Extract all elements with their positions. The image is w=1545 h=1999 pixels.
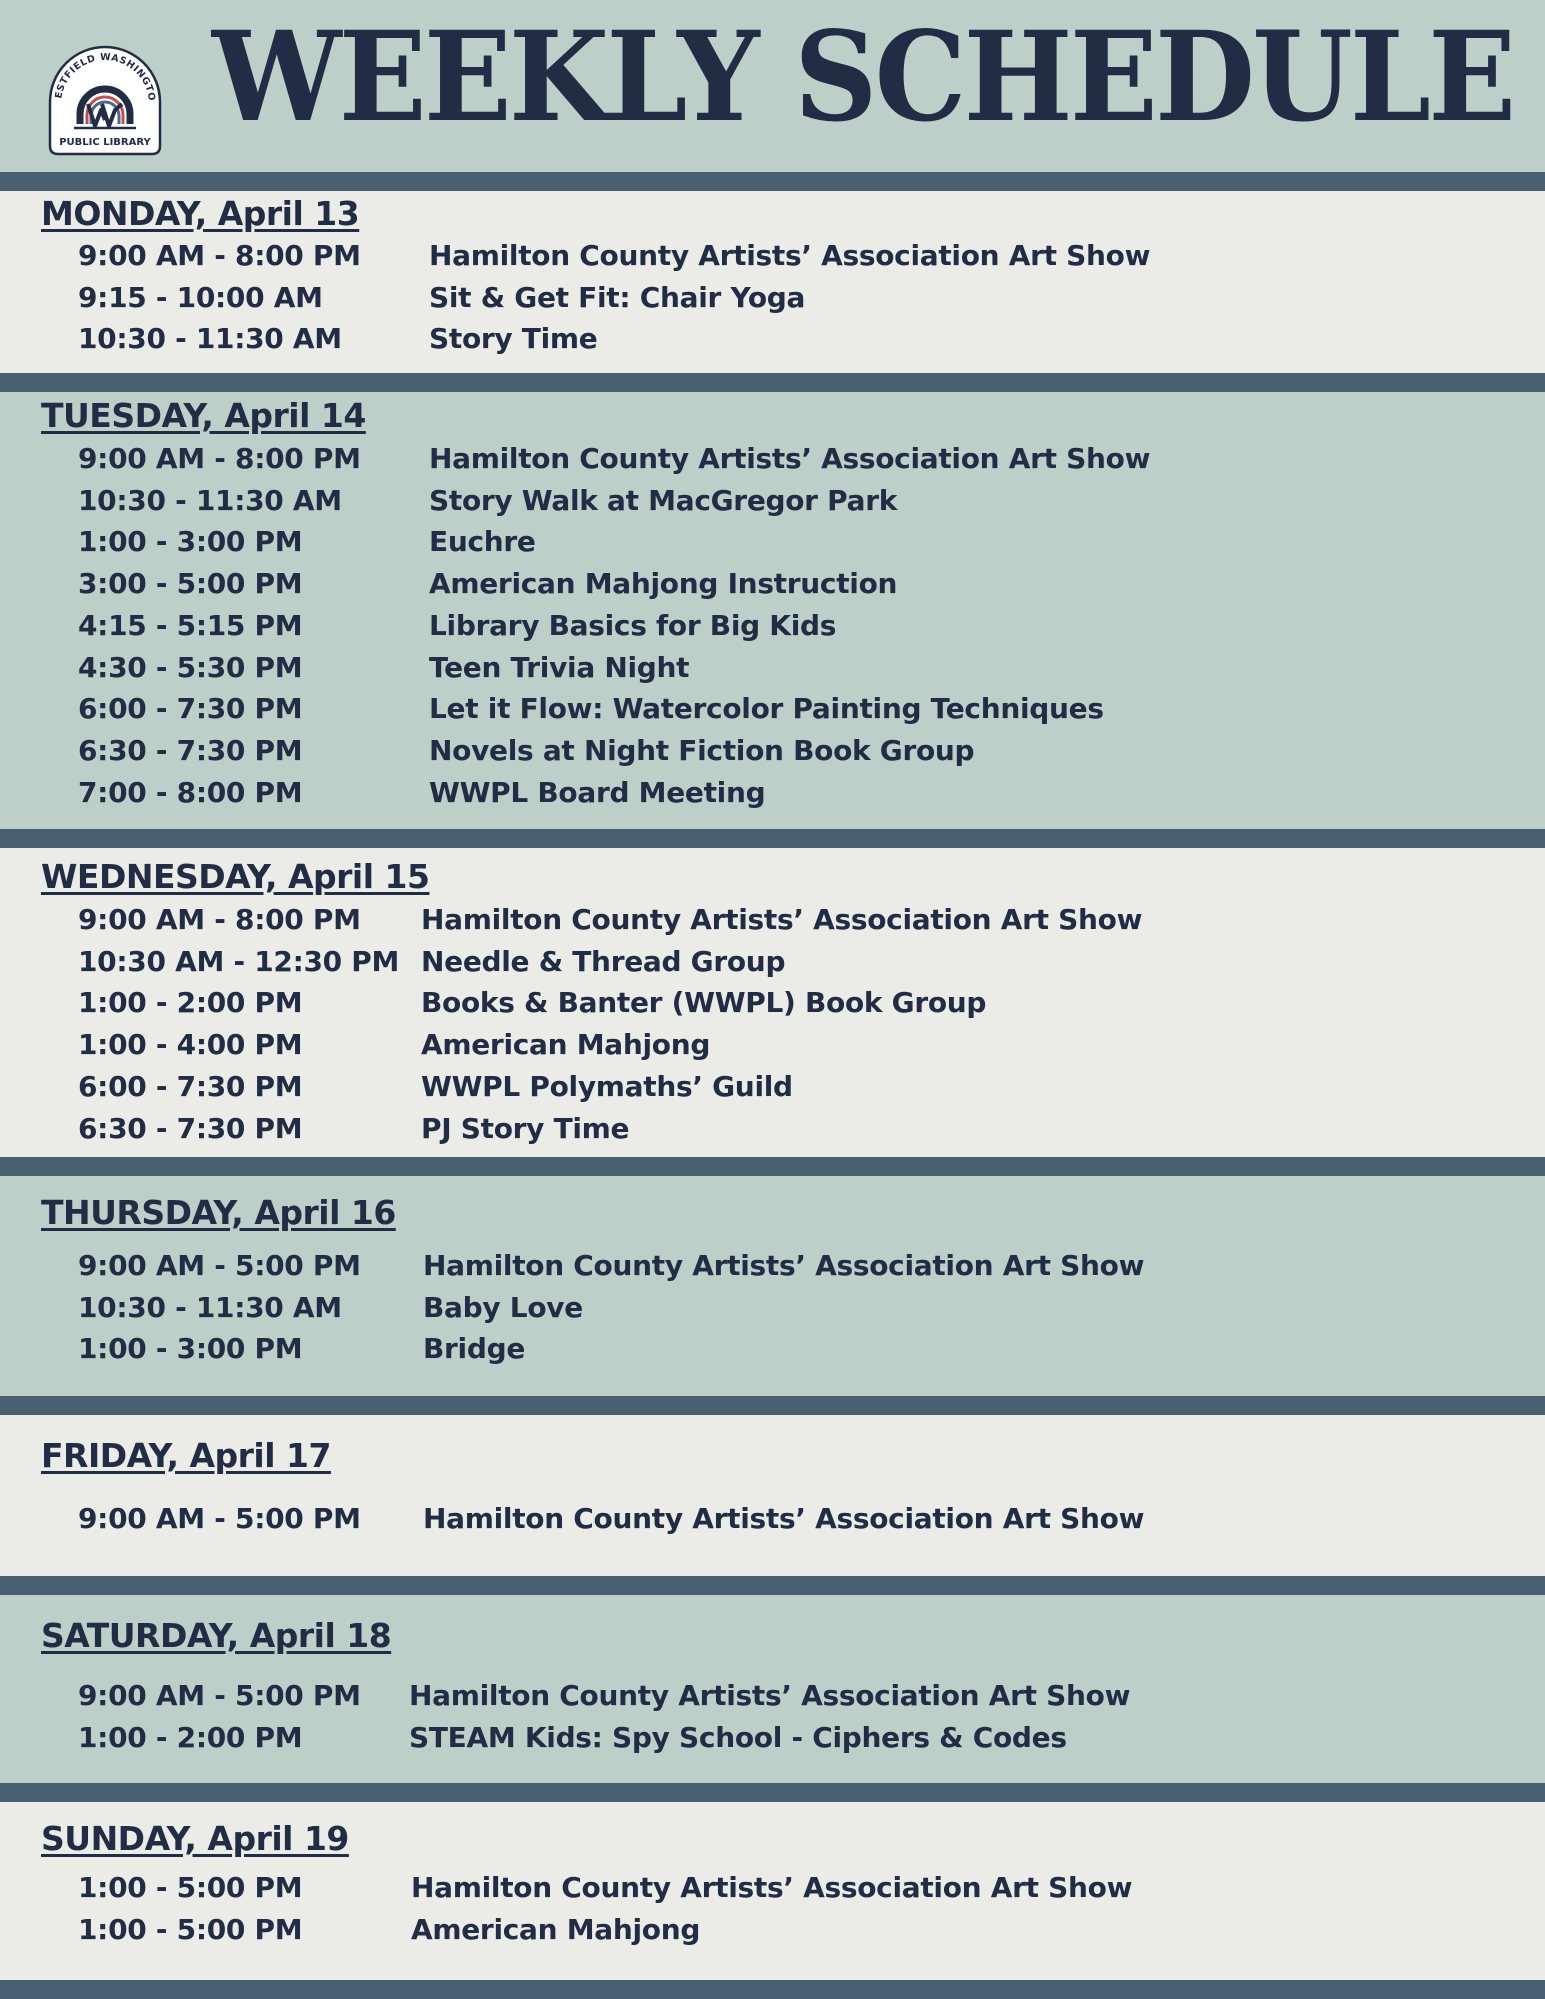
event-time: 9:00 AM - 5:00 PM	[78, 1249, 361, 1282]
day-section-monday	[0, 191, 1545, 373]
event-time: 9:15 - 10:00 AM	[78, 280, 323, 314]
event-name: Euchre	[429, 525, 536, 559]
event-name: Hamilton County Artists’ Association Art Show	[411, 1871, 1133, 1904]
event-name: Needle & Thread Group	[421, 944, 786, 978]
event-name: Library Basics for Big Kids	[429, 608, 837, 642]
event-name: STEAM Kids: Spy School - Ciphers & Codes	[409, 1720, 1067, 1754]
day-heading: FRIDAY, April 17	[41, 1436, 331, 1475]
page-title: WEEKLY SCHEDULE	[212, 5, 1514, 150]
event-time: 6:30 - 7:30 PM	[78, 1111, 303, 1145]
event-time: 3:00 - 5:00 PM	[78, 567, 303, 601]
event-time: 9:00 AM - 5:00 PM	[78, 1679, 361, 1712]
event-time: 9:00 AM - 8:00 PM	[78, 442, 361, 475]
event-name: Hamilton County Artists’ Association Art Show	[423, 1249, 1145, 1282]
section-divider	[0, 1157, 1545, 1176]
day-section-sunday	[0, 1802, 1545, 1980]
event-time: 1:00 - 5:00 PM	[78, 1871, 303, 1904]
day-heading: WEDNESDAY, April 15	[41, 857, 430, 896]
event-name: American Mahjong	[421, 1028, 711, 1062]
event-time: 1:00 - 4:00 PM	[78, 1028, 303, 1062]
logo-bottom-text: PUBLIC LIBRARY	[59, 137, 151, 148]
event-name: WWPL Polymaths’ Guild	[421, 1069, 793, 1103]
event-time: 7:00 - 8:00 PM	[78, 775, 303, 809]
day-section-wednesday	[0, 848, 1545, 1157]
event-time: 1:00 - 2:00 PM	[78, 986, 303, 1020]
library-logo	[44, 42, 166, 156]
event-time: 1:00 - 3:00 PM	[78, 1332, 303, 1366]
event-name: Hamilton County Artists’ Association Art Show	[423, 1502, 1145, 1535]
section-divider	[0, 1980, 1545, 1999]
day-section-friday	[0, 1415, 1545, 1576]
event-time: 1:00 - 5:00 PM	[78, 1912, 303, 1946]
section-divider	[0, 829, 1545, 848]
event-time: 10:30 AM - 12:30 PM	[78, 944, 400, 978]
logo-arc-text: ESTFIELD WASHINGTO	[53, 51, 158, 102]
event-time: 6:00 - 7:30 PM	[78, 1069, 303, 1103]
day-heading: TUESDAY, April 14	[41, 396, 366, 435]
day-heading: SUNDAY, April 19	[41, 1819, 349, 1858]
event-name: Sit & Get Fit: Chair Yoga	[429, 280, 806, 314]
page-header	[0, 0, 1545, 172]
event-name: American Mahjong	[411, 1912, 701, 1946]
section-divider	[0, 1396, 1545, 1415]
event-name: WWPL Board Meeting	[429, 775, 766, 809]
day-section-thursday	[0, 1176, 1545, 1396]
event-name: Teen Trivia Night	[429, 650, 690, 684]
event-time: 10:30 - 11:30 AM	[78, 483, 342, 517]
event-name: Hamilton County Artists’ Association Art Show	[421, 903, 1143, 936]
event-name: Story Walk at MacGregor Park	[429, 483, 898, 517]
section-divider	[0, 1576, 1545, 1595]
event-time: 4:30 - 5:30 PM	[78, 650, 303, 684]
event-time: 1:00 - 3:00 PM	[78, 525, 303, 559]
event-name: Books & Banter (WWPL) Book Group	[421, 986, 987, 1020]
event-name: Story Time	[429, 322, 598, 356]
event-name: Novels at Night Fiction Book Group	[429, 733, 975, 767]
event-name: Bridge	[423, 1332, 526, 1366]
library-logo-icon	[44, 42, 166, 156]
event-name: PJ Story Time	[421, 1111, 630, 1145]
day-section-saturday	[0, 1595, 1545, 1783]
section-divider	[0, 172, 1545, 191]
event-name: Hamilton County Artists’ Association Art Show	[429, 442, 1151, 475]
event-time: 4:15 - 5:15 PM	[78, 608, 303, 642]
event-time: 10:30 - 11:30 AM	[78, 322, 342, 356]
day-heading: THURSDAY, April 16	[41, 1193, 396, 1232]
event-time: 9:00 AM - 5:00 PM	[78, 1502, 361, 1535]
event-time: 1:00 - 2:00 PM	[78, 1720, 303, 1754]
event-name: Baby Love	[423, 1290, 583, 1324]
section-divider	[0, 1783, 1545, 1802]
event-name: American Mahjong Instruction	[429, 567, 898, 601]
event-name: Hamilton County Artists’ Association Art Show	[429, 239, 1151, 272]
event-time: 9:00 AM - 8:00 PM	[78, 903, 361, 936]
day-heading: MONDAY, April 13	[41, 194, 360, 233]
day-heading: SATURDAY, April 18	[41, 1616, 392, 1655]
day-section-tuesday	[0, 392, 1545, 829]
event-time: 6:30 - 7:30 PM	[78, 733, 303, 767]
event-time: 6:00 - 7:30 PM	[78, 692, 303, 726]
section-divider	[0, 373, 1545, 392]
event-time: 9:00 AM - 8:00 PM	[78, 239, 361, 272]
event-name: Let it Flow: Watercolor Painting Techniques	[429, 692, 1104, 726]
event-time: 10:30 - 11:30 AM	[78, 1290, 342, 1324]
event-name: Hamilton County Artists’ Association Art Show	[409, 1679, 1131, 1712]
